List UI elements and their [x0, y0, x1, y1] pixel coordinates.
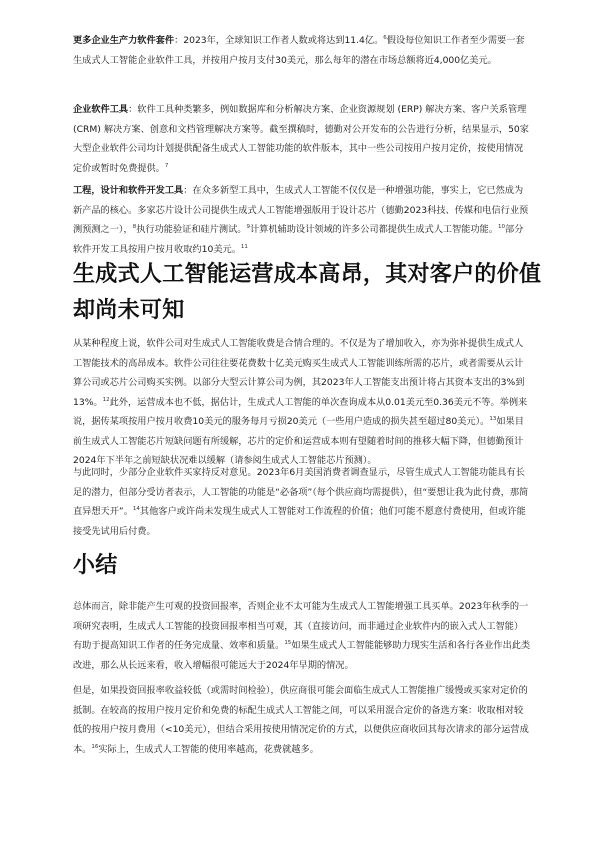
footnote-ref[interactable]: 9: [246, 223, 250, 230]
footnote-ref[interactable]: 15: [284, 639, 292, 646]
paragraph-lead: 更多企业生产力软件套件: [73, 35, 175, 46]
footnote-ref[interactable]: 10: [498, 223, 506, 230]
paragraph-productivity-suites: 更多企业生产力软件套件：2023年，全球知识工作者人数或将达到11.4亿。$^6$假设每位知识工作者至少需要一套生成式人工智能企业软件工具，并按用户按月支付30美元，那么每年的潜在市场总额将近4,000亿美元。: [73, 34, 525, 66]
paragraph-enterprise-tools: 企业软件工具：软件工具种类繁多，例如数据库和分析解决方案、企业资源规划 (ERP) 解决方案、客户关系管理 (CRM) 解决方案、创意和文档管理解决方案等。截至撰稿时，德勤对公开发布的公告进行分析，结果显示，50家大型企业软件公司均计划提供配备生成式人工智能功能的软件版本，其中一些公司按用户按月定价，按使用情况定价或暂时免费提供。$^7$: [73, 104, 529, 174]
section-heading-summary: 小结: [73, 553, 118, 578]
footnote-ref[interactable]: 12: [102, 396, 110, 403]
paragraph-operating-costs: 从某种程度上说，软件公司对生成式人工智能收费是合情合理的。不仅是为了增加收入，亦为弥补提供生成式人工智能技术的高昂成本。软件公司往往要花费数十亿美元购买生成式人工智能训练所需的芯片，或者需要从云计算公司或芯片公司购买实例。以部分大型云计算公司为例，其2023年人工智能支出预计将占其资本支出的3%到13%。$^{12}$此外，运营成本也不低，据估计，生成式人工智能的单次查询成本从0.01美元至0.36美元不等。举例来说，据传某项按用户按月收费10美元的服务每月亏损20美元（一些用户造成的损失甚至超过80美元）。$^{13}$如果目前生成式人工智能芯片短缺问题有所缓解，芯片的定价和运营成本则有望随着时间的推移大幅下降，但德勤预计2024年下半年之前短缺状况难以缓解（请参阅生成式人工智能芯片预测）。: [73, 338, 528, 466]
paragraph-summary-roi: 总体而言，除非能产生可观的投资回报率，否则企业不太可能为生成式人工智能增强工具买单。2023年秋季的一项研究表明，生成式人工智能的投资回报率相当可观，其（直接访问，而非通过企业软件内的嵌入式人工智能）有助于提高知识工作者的任务完成量、效率和质量。$^{15}$如果生成式人工智能能够助力现实生活和各行各业作出此类改进，那么从长远来看，收入增幅很可能远大于2024年早期的情况。: [73, 601, 531, 671]
footnote-ref[interactable]: 14: [132, 505, 140, 512]
footnote-ref[interactable]: 13: [489, 415, 497, 422]
paragraph-lead: 企业软件工具: [73, 104, 129, 115]
footnote-ref[interactable]: 11: [240, 243, 248, 250]
paragraph-buyer-pushback: 与此同时，少部分企业软件买家持反对意见。2023年6月美国消费者调查显示，尽管生成式人工智能功能具有长足的潜力，但部分受访者表示，人工智能的功能是“必备项”（每个供应商均需提供），但“要想让我为此付费，那简直异想天开”。$^{14}$其他客户或许尚未发现生成式人工智能对工作流程的价值；他们可能不愿意付费使用，但或许能接受先试用后付费。: [73, 467, 529, 537]
footnote-ref[interactable]: 6: [383, 34, 387, 41]
footnote-ref[interactable]: 7: [164, 162, 169, 169]
paragraph-lead: 工程，设计和软件开发工具: [73, 185, 184, 196]
section-heading-costs: 生成式人工智能运营成本高昂，其对客户的价值却尚未可知: [73, 262, 542, 323]
footnote-ref[interactable]: 8: [132, 223, 137, 230]
paragraph-engineering-tools: 工程，设计和软件开发工具：在众多新型工具中，生成式人工智能不仅仅是一种增强功能，事实上，它已然成为新产品的核心。多家芯片设计公司提供生成式人工智能增强版用于设计芯片（德勤2023科技、传媒和电信行业预测预测之一），$^8$执行功能验证和硅片测试。$^9$计算机辅助设计领域的许多公司都提供生成式人工智能功能。$^{10}$部分软件开发工具按用户按月收取约10美元。$^{11}$: [73, 185, 529, 255]
paragraph-summary-pricing: 但是，如果投资回报率收益较低（或需时间检验），供应商很可能会面临生成式人工智能推广缓慢或买家对定价的抵制。在较高的按用户按月定价和免费的标配生成式人工智能之间，可以采用混合定价的备选方案：收取相对较低的按用户按月费用（<10美元），但结合采用按使用情况定价的方式，以便供应商收回其每次请求的部分运营成本。$^{16}$实际上，生成式人工智能的使用率越高，花费就越多。: [73, 685, 529, 755]
footnote-ref[interactable]: 16: [91, 743, 99, 750]
